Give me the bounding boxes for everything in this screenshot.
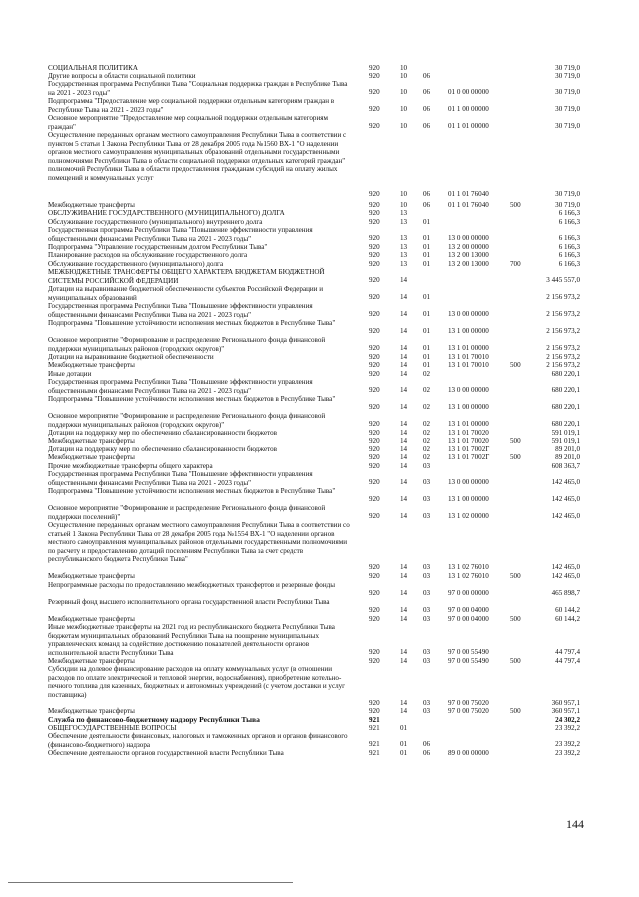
ved-code: 920 — [369, 512, 380, 521]
ved-code: 920 — [369, 478, 380, 487]
amount: 465 898,7 — [551, 589, 580, 598]
row-name: ОБЩЕГОСУДАРСТВЕННЫЕ ВОПРОСЫ — [48, 724, 177, 732]
row-name: Межбюджетные трансферты — [48, 657, 135, 665]
section-code: 13 — [400, 243, 408, 251]
ved-code: 920 — [369, 698, 380, 707]
target-article-code: 13 0 00 00000 — [448, 386, 489, 395]
subsection-code: 01 — [423, 218, 431, 226]
amount: 142 465,0 — [551, 495, 580, 504]
ved-code: 920 — [369, 606, 380, 615]
section-code: 10 — [400, 105, 408, 114]
amount: 680 220,1 — [551, 403, 580, 412]
target-article-code: 13 1 00 00000 — [448, 495, 489, 504]
section-code: 14 — [400, 572, 408, 580]
target-article-code: 13 1 01 70020 — [448, 437, 489, 445]
ved-code: 920 — [369, 403, 380, 412]
expense-type-code: 500 — [510, 657, 521, 665]
ved-code: 920 — [369, 657, 380, 665]
ved-code: 920 — [369, 370, 380, 378]
section-code: 14 — [400, 437, 408, 445]
subsection-code: 03 — [423, 707, 431, 715]
section-code: 14 — [400, 589, 408, 598]
subsection-code: 02 — [423, 420, 431, 429]
row-name: Основное мероприятие "Формирование и распределение Регионального фонда финансовой поддержки муниципальных районов (городских округов)" — [48, 412, 326, 429]
target-article-code: 13 1 01 70020 — [448, 429, 489, 437]
subsection-code: 01 — [423, 260, 431, 268]
target-article-code: 13 0 00 00000 — [448, 478, 489, 487]
target-article-code: 01 0 00 00000 — [448, 88, 489, 97]
target-article-code: 13 2 00 13000 — [448, 260, 489, 268]
target-article-code: 13 1 01 00000 — [448, 344, 489, 353]
section-code: 14 — [400, 327, 408, 336]
target-article-code: 13 0 00 00000 — [448, 234, 489, 243]
target-article-code: 01 1 01 76040 — [448, 190, 489, 199]
expense-type-code: 500 — [510, 437, 521, 445]
ved-code: 920 — [369, 243, 380, 251]
amount: 23 392,2 — [555, 749, 580, 757]
expense-type-code: 500 — [510, 361, 521, 369]
row-name: Государственная программа Республики Тыва "Повышение эффективности управления общественными финансами Республики Тыва на 2021 - 2023 годы" — [48, 302, 313, 319]
section-code: 13 — [400, 234, 408, 243]
amount: 608 363,7 — [551, 462, 580, 470]
ved-code: 920 — [369, 445, 380, 453]
amount: 2 156 973,2 — [546, 327, 580, 336]
ved-code: 920 — [369, 648, 380, 657]
row-name: Осуществление переданных органам местного самоуправления Республики Тыва в соответствии с пунктом 5 статьи 1 Закона Республики Тыва от 28 декабря 2005 года №1560 ВХ-1 "О наделении органов местного самоуправления муниципальных образований отдельными государственными полномочиями Республики Тыва в области социальной поддержки отдельных категорий граждан" полномочий Республики Тыва в области предоставления гражданам субсидий на оплату жилых помещений и коммунальных услуг — [48, 131, 347, 182]
row-name: Подпрограмма "Повышение устойчивости исполнения местных бюджетов в Республике Тыва" — [48, 319, 336, 327]
row-name: Дотации на выравнивание бюджетной обеспеченности субъектов Российской Федерации и муниципальных образований — [48, 285, 324, 302]
section-code: 14 — [400, 429, 408, 437]
ved-code: 920 — [369, 64, 380, 72]
amount: 30 719,0 — [555, 190, 580, 199]
subsection-code: 02 — [423, 429, 431, 437]
target-article-code: 13 1 02 76010 — [448, 572, 489, 580]
target-article-code: 97 0 00 55490 — [448, 648, 489, 657]
ved-code: 920 — [369, 122, 380, 131]
subsection-code: 03 — [423, 563, 431, 572]
row-name: Дотации на выравнивание бюджетной обеспеченности — [48, 353, 214, 361]
row-name: Осуществление переданных органам местного самоуправления Республики Тыва в соответствии со статьей 1 Закона Республики Тыва от 28 декабря 2005 года №1554 ВХ-1 "О наделении органов местного самоуправления муниципальных районов отдельными государственными полномочиями по расчету и предоставлению дотаций поселениям Республики Тыва за счет средств республиканского бюджета Республики Тыва" — [48, 521, 350, 564]
amount: 44 797,4 — [555, 657, 580, 665]
row-name: Межбюджетные трансферты — [48, 437, 135, 445]
target-article-code: 97 0 00 04000 — [448, 615, 489, 623]
ved-code: 920 — [369, 707, 380, 715]
amount: 2 156 973,2 — [546, 353, 580, 361]
ved-code: 920 — [369, 260, 380, 268]
ved-code: 920 — [369, 251, 380, 259]
amount: 23 392,2 — [555, 740, 580, 749]
ved-code: 920 — [369, 310, 380, 319]
amount: 360 957,1 — [551, 707, 580, 715]
row-name: Межбюджетные трансферты — [48, 453, 135, 461]
subsection-code: 06 — [423, 749, 431, 757]
ved-code: 920 — [369, 190, 380, 199]
ved-code: 920 — [369, 234, 380, 243]
row-name: Резервный фонд высшего исполнительного органа государственной власти Республики Тыва — [48, 598, 330, 606]
row-name: Иные межбюджетные трансферты на 2021 год из республиканского бюджета Республики Тыва бюджетам муниципальных образований Республики Тыва на поощрение муниципальных управленческих команд за содействие достижению показателей деятельности органов исполнительной власти Республики Тыва — [48, 623, 335, 657]
ved-code: 920 — [369, 105, 380, 114]
amount: 2 156 973,2 — [546, 310, 580, 319]
section-code: 14 — [400, 361, 408, 369]
subsection-code: 01 — [423, 251, 431, 259]
ved-code: 921 — [369, 724, 380, 732]
amount: 591 019,1 — [551, 437, 580, 445]
ved-code: 920 — [369, 361, 380, 369]
ved-code: 920 — [369, 572, 380, 580]
section-code: 14 — [400, 293, 408, 302]
section-code: 14 — [400, 310, 408, 319]
expense-type-code: 500 — [510, 707, 521, 715]
amount: 30 719,0 — [555, 88, 580, 97]
subsection-code: 03 — [423, 495, 431, 504]
subsection-code: 01 — [423, 327, 431, 336]
amount: 60 144,2 — [555, 606, 580, 615]
section-code: 14 — [400, 563, 408, 572]
footer-divider — [8, 882, 293, 883]
ved-code: 920 — [369, 209, 380, 217]
section-code: 14 — [400, 606, 408, 615]
row-name: Дотации на поддержку мер по обеспечению сбалансированности бюджетов — [48, 429, 278, 437]
section-code: 13 — [400, 260, 408, 268]
amount: 2 156 973,2 — [546, 361, 580, 369]
row-name: СОЦИАЛЬНАЯ ПОЛИТИКА — [48, 64, 138, 72]
row-name: Межбюджетные трансферты — [48, 572, 135, 580]
section-code: 14 — [400, 615, 408, 623]
subsection-code: 06 — [423, 105, 431, 114]
row-name: Другие вопросы в области социальной политики — [48, 72, 196, 80]
ved-code: 920 — [369, 589, 380, 598]
amount: 6 166,3 — [558, 209, 580, 217]
subsection-code: 06 — [423, 740, 431, 749]
subsection-code: 03 — [423, 572, 431, 580]
amount: 6 166,3 — [558, 251, 580, 259]
amount: 680 220,1 — [551, 370, 580, 378]
amount: 44 797,4 — [555, 648, 580, 657]
subsection-code: 02 — [423, 403, 431, 412]
subsection-code: 06 — [423, 122, 431, 131]
expense-type-code: 500 — [510, 453, 521, 461]
target-article-code: 13 2 00 13000 — [448, 251, 489, 259]
ved-code: 920 — [369, 437, 380, 445]
section-code: 13 — [400, 251, 408, 259]
row-name: Иные дотации — [48, 370, 92, 378]
row-name: Обеспечение деятельности финансовых, налоговых и таможенных органов и органов финансового (финансово-бюджетного) надзора — [48, 732, 348, 749]
amount: 142 465,0 — [551, 572, 580, 580]
row-name: Основное мероприятие "Предоставление мер социальной поддержки отдельным категориям граждан" — [48, 114, 329, 131]
target-article-code: 97 0 00 75020 — [448, 698, 489, 707]
ved-code: 920 — [369, 276, 380, 285]
row-name: Государственная программа Республики Тыва "Повышение эффективности управления общественными финансами Республики Тыва на 2021 - 2023 годы" — [48, 378, 313, 395]
subsection-code: 03 — [423, 606, 431, 615]
amount: 89 201,0 — [555, 445, 580, 453]
section-code: 14 — [400, 386, 408, 395]
amount: 23 392,2 — [555, 724, 580, 732]
row-name: Государственная программа Республики Тыва "Повышение эффективности управления общественными финансами Республики Тыва на 2021 - 2023 годы" — [48, 226, 313, 243]
section-code: 14 — [400, 403, 408, 412]
subsection-code: 01 — [423, 234, 431, 243]
page-number: 144 — [566, 817, 584, 831]
amount: 6 166,3 — [558, 234, 580, 243]
ved-code: 920 — [369, 429, 380, 437]
subsection-code: 06 — [423, 72, 431, 80]
amount: 591 019,1 — [551, 429, 580, 437]
target-article-code: 13 2 00 00000 — [448, 243, 489, 251]
row-name: Субсидии на долевое финансирование расходов на оплату коммунальных услуг (в отношении расходов по оплате электрической и тепловой энергии, водоснабжения), приобретение котельно-печного топлива для казенных, бюджетных и автономных учреждений (с учетом доставки и услуг поставщика) — [48, 665, 346, 699]
subsection-code: 01 — [423, 310, 431, 319]
row-name: Планирование расходов на обслуживание государственного долга — [48, 251, 248, 259]
target-article-code: 89 0 00 00000 — [448, 749, 489, 757]
section-code: 01 — [400, 740, 408, 749]
section-code: 14 — [400, 420, 408, 429]
expense-type-code: 500 — [510, 615, 521, 623]
amount: 6 166,3 — [558, 218, 580, 226]
ved-code: 920 — [369, 72, 380, 80]
target-article-code: 01 1 01 76040 — [448, 201, 489, 209]
subsection-code: 02 — [423, 370, 431, 378]
expense-type-code: 700 — [510, 260, 521, 268]
amount: 3 445 557,0 — [546, 276, 580, 285]
amount: 30 719,0 — [555, 105, 580, 114]
target-article-code: 13 1 00 00000 — [448, 327, 489, 336]
row-name: Межбюджетные трансферты — [48, 201, 135, 209]
section-code: 14 — [400, 478, 408, 487]
target-article-code: 13 1 00 00000 — [448, 403, 489, 412]
section-code: 14 — [400, 648, 408, 657]
ved-code: 921 — [369, 749, 380, 757]
amount: 30 719,0 — [555, 122, 580, 131]
section-code: 13 — [400, 218, 408, 226]
subsection-code: 03 — [423, 478, 431, 487]
amount: 30 719,0 — [555, 64, 580, 72]
amount: 142 465,0 — [551, 512, 580, 521]
ved-code: 921 — [369, 716, 380, 724]
section-code: 14 — [400, 445, 408, 453]
section-code: 10 — [400, 64, 408, 72]
amount: 2 156 973,2 — [546, 293, 580, 302]
row-name: Обслуживание государственного (муниципального) внутреннего долга — [48, 218, 263, 226]
row-name: Подпрограмма "Управление государственным долгом Республики Тыва" — [48, 243, 268, 251]
ved-code: 920 — [369, 201, 380, 209]
subsection-code: 03 — [423, 648, 431, 657]
section-code: 10 — [400, 88, 408, 97]
subsection-code: 03 — [423, 657, 431, 665]
subsection-code: 01 — [423, 243, 431, 251]
subsection-code: 06 — [423, 190, 431, 199]
amount: 142 465,0 — [551, 478, 580, 487]
ved-code: 920 — [369, 462, 380, 470]
subsection-code: 02 — [423, 445, 431, 453]
section-code: 13 — [400, 209, 408, 217]
ved-code: 920 — [369, 563, 380, 572]
expense-type-code: 500 — [510, 201, 521, 209]
target-article-code: 97 0 00 00000 — [448, 589, 489, 598]
ved-code: 920 — [369, 88, 380, 97]
section-code: 14 — [400, 276, 408, 285]
subsection-code: 06 — [423, 201, 431, 209]
row-name: Обеспечение деятельности органов государственной власти Республики Тыва — [48, 749, 284, 757]
target-article-code: 13 1 01 7002Г — [448, 445, 490, 453]
ved-code: 920 — [369, 218, 380, 226]
row-name: Межбюджетные трансферты — [48, 361, 135, 369]
row-name: Основное мероприятие "Формирование и распределение Регионального фонда финансовой поддержки поселений)" — [48, 504, 326, 521]
ved-code: 920 — [369, 420, 380, 429]
row-name: Государственная программа Республики Тыва "Социальная поддержка граждан в Республике Тыва на 2021 - 2023 годы" — [48, 80, 348, 97]
subsection-code: 02 — [423, 386, 431, 395]
subsection-code: 03 — [423, 698, 431, 707]
subsection-code: 06 — [423, 88, 431, 97]
row-name: Межбюджетные трансферты — [48, 615, 135, 623]
target-article-code: 13 1 01 70010 — [448, 361, 489, 369]
target-article-code: 13 0 00 00000 — [448, 310, 489, 319]
subsection-code: 03 — [423, 512, 431, 521]
row-name: Подпрограмма "Повышение устойчивости исполнения местных бюджетов в Республике Тыва" — [48, 487, 336, 495]
target-article-code: 97 0 00 75020 — [448, 707, 489, 715]
amount: 680 220,1 — [551, 420, 580, 429]
amount: 6 166,3 — [558, 243, 580, 251]
subsection-code: 02 — [423, 437, 431, 445]
target-article-code: 13 1 01 00000 — [448, 420, 489, 429]
amount: 142 465,0 — [551, 563, 580, 572]
amount: 60 144,2 — [555, 615, 580, 623]
amount: 360 957,1 — [551, 698, 580, 707]
row-name: Государственная программа Республики Тыва "Повышение эффективности управления общественными финансами Республики Тыва на 2021 - 2023 годы" — [48, 470, 313, 487]
row-name: Дотации на поддержку мер по обеспечению сбалансированности бюджетов — [48, 445, 278, 453]
ved-code: 920 — [369, 453, 380, 461]
expense-type-code: 500 — [510, 572, 521, 580]
ved-code: 920 — [369, 386, 380, 395]
amount: 24 302,2 — [555, 716, 580, 724]
ved-code: 920 — [369, 344, 380, 353]
subsection-code: 03 — [423, 589, 431, 598]
section-code: 10 — [400, 201, 408, 209]
target-article-code: 13 1 01 70010 — [448, 353, 489, 361]
target-article-code: 13 1 01 7002Г — [448, 453, 490, 461]
target-article-code: 97 0 00 04000 — [448, 606, 489, 615]
row-name: Непрограммные расходы по предоставлению межбюджетных трансфертов и резервные фонды — [48, 581, 336, 589]
row-name: ОБСЛУЖИВАНИЕ ГОСУДАРСТВЕННОГО (МУНИЦИПАЛЬНОГО) ДОЛГА — [48, 209, 285, 217]
row-name: МЕЖБЮДЖЕТНЫЕ ТРАНСФЕРТЫ ОБЩЕГО ХАРАКТЕРА БЮДЖЕТАМ БЮДЖЕТНОЙ СИСТЕМЫ РОССИЙСКОЙ ФЕДЕРАЦИИ — [48, 268, 325, 285]
section-code: 14 — [400, 370, 408, 378]
target-article-code: 13 1 02 76010 — [448, 563, 489, 572]
section-code: 14 — [400, 657, 408, 665]
subsection-code: 01 — [423, 361, 431, 369]
section-code: 14 — [400, 512, 408, 521]
ved-code: 920 — [369, 495, 380, 504]
section-code: 10 — [400, 72, 408, 80]
subsection-code: 01 — [423, 353, 431, 361]
subsection-code: 03 — [423, 615, 431, 623]
ved-code: 920 — [369, 615, 380, 623]
row-name: Обслуживание государственного (муниципального) долга — [48, 260, 224, 268]
ved-code: 920 — [369, 293, 380, 302]
section-code: 14 — [400, 453, 408, 461]
section-code: 14 — [400, 495, 408, 504]
section-code: 14 — [400, 344, 408, 353]
amount: 89 201,0 — [555, 453, 580, 461]
row-name: Подпрограмма "Повышение устойчивости исполнения местных бюджетов в Республике Тыва" — [48, 395, 336, 403]
section-code: 14 — [400, 353, 408, 361]
row-name: Подпрограмма "Предоставление мер социальной поддержки отдельным категориям граждан в Республике Тыва на 2021 - 2023 годы" — [48, 97, 335, 114]
section-code: 10 — [400, 190, 408, 199]
amount: 680 220,1 — [551, 386, 580, 395]
row-name: Основное мероприятие "Формирование и распределение Регионального фонда финансовой поддержки муниципальных районов (городских округов)" — [48, 336, 326, 353]
subsection-code: 01 — [423, 344, 431, 353]
section-code: 01 — [400, 724, 408, 732]
section-code: 14 — [400, 707, 408, 715]
section-code: 01 — [400, 749, 408, 757]
ved-code: 921 — [369, 740, 380, 749]
section-code: 14 — [400, 698, 408, 707]
section-code: 14 — [400, 462, 408, 470]
row-name: Прочие межбюджетные трансферты общего характера — [48, 462, 213, 470]
amount: 6 166,3 — [558, 260, 580, 268]
row-name: Межбюджетные трансферты — [48, 707, 135, 715]
amount: 30 719,0 — [555, 201, 580, 209]
subsection-code: 01 — [423, 293, 431, 302]
section-code: 10 — [400, 122, 408, 131]
subsection-code: 03 — [423, 462, 431, 470]
target-article-code: 97 0 00 55490 — [448, 657, 489, 665]
row-name: Служба по финансово-бюджетному надзору Республики Тыва — [48, 715, 260, 724]
target-article-code: 01 1 00 00000 — [448, 105, 489, 114]
ved-code: 920 — [369, 327, 380, 336]
amount: 2 156 973,2 — [546, 344, 580, 353]
subsection-code: 02 — [423, 453, 431, 461]
target-article-code: 01 1 01 00000 — [448, 122, 489, 131]
target-article-code: 13 1 02 00000 — [448, 512, 489, 521]
ved-code: 920 — [369, 353, 380, 361]
amount: 30 719,0 — [555, 72, 580, 80]
